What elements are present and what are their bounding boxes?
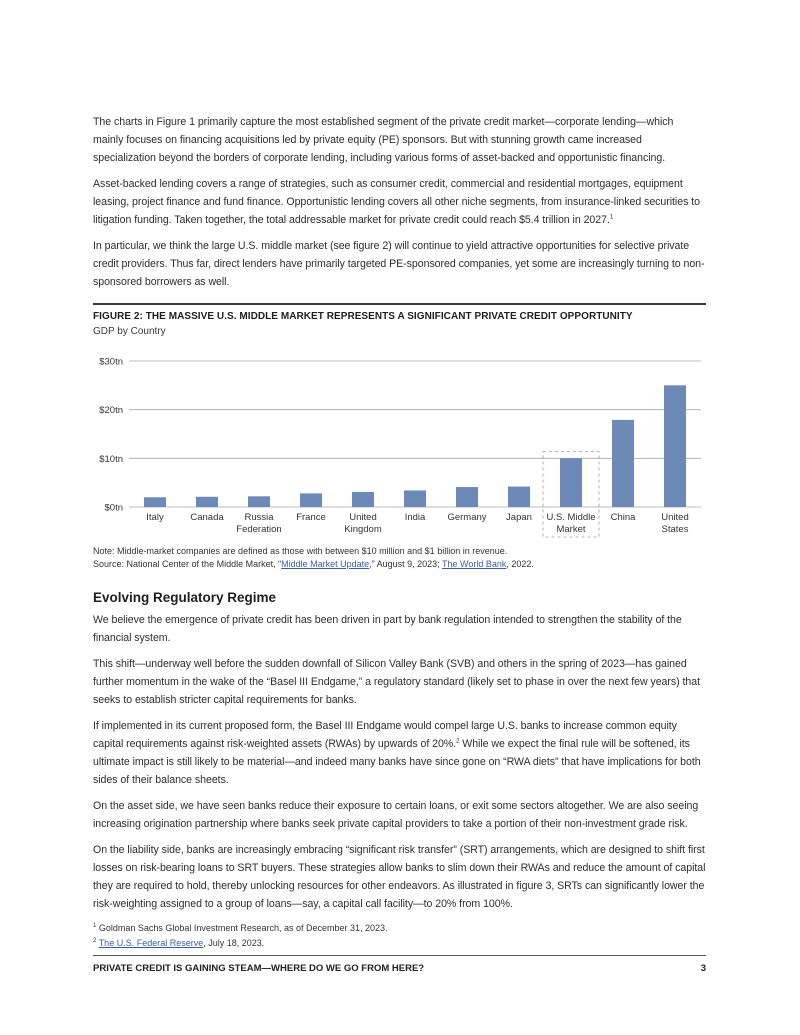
bar [144, 497, 166, 507]
bar [248, 496, 270, 507]
y-tick-label: $20tn [99, 405, 123, 417]
x-tick-label: United [661, 512, 689, 523]
x-tick-label: States [661, 524, 689, 535]
bar [352, 492, 374, 507]
figure-title: FIGURE 2: THE MASSIVE U.S. MIDDLE MARKET REPRESENTS A SIGNIFICANT PRIVATE CREDIT OPPORTUNITY [93, 311, 633, 322]
x-tick-label: Kingdom [344, 524, 382, 535]
x-tick-label: France [296, 512, 326, 523]
footnote-1: $^1$ Goldman Sachs Global Investment Research, as of December 31, 2023. [93, 923, 388, 933]
bar [664, 385, 686, 507]
section-paragraph-4: On the asset side, we have seen banks reduce their exposure to certain loans, or exit some sectors altogether. We are also seeing increasing origination partnership where banks seek private capital providers to take a portion of their non-investment grade risk. [93, 800, 699, 830]
bar [300, 493, 322, 507]
middle-market-update-link[interactable]: Middle Market Update [281, 558, 370, 569]
x-tick-label: United [349, 512, 377, 523]
figure-notes [93, 545, 534, 570]
y-tick-label: $0tn [104, 502, 123, 514]
footnote-ref-2[interactable]: 2 [456, 738, 460, 745]
intro-paragraph-2: Asset-backed lending covers a range of strategies, such as consumer credit, commercial and residential mortgages, equipment leasing, project finance and fund finance. Opportunistic lending covers all other niche segments, from insurance-linked securities to litigation funding. Taken together, the total addressable market for private credit could reach $5.4 trillion in 2027.$^1$ [93, 178, 700, 226]
x-tick-label: Federation [236, 524, 282, 535]
x-tick-label: U.S. Middle [546, 512, 596, 523]
bar [456, 487, 478, 507]
x-tick-label: Italy [146, 512, 164, 523]
x-tick-label: Germany [447, 512, 487, 523]
footer-rule [93, 955, 706, 956]
regulatory-section [93, 590, 706, 921]
section-paragraph-3: If implemented in its current proposed form, the Basel III Endgame would compel large U.S. banks to increase common equity capital requirements against risk-weighted assets (RWAs) by upwards of 20%.$^2$ While we expect the final rule will be softened, its ultimate impact is still likely to be material—and indeed many banks have since gone on “RWA diets” that have implications for both sides of their balance sheets. [93, 720, 701, 786]
footer-title: PRIVATE CREDIT IS GAINING STEAM—WHERE DO WE GO FROM HERE? [93, 963, 425, 974]
figure-note: Note: Middle-market companies are defined as those with between $10 million and $1 billion in revenue. [93, 546, 508, 556]
x-tick-label: Market [556, 524, 586, 535]
footnote-ref-1[interactable]: 1 [609, 214, 614, 221]
world-bank-link[interactable]: The World Bank [442, 558, 507, 569]
section-paragraph-2: This shift—underway well before the sudden downfall of Silicon Valley Bank (SVB) and others in the spring of 2023—has gained further momentum in the wake of the “Basel III Endgame,” a regulatory standard (likely set to phase in over the next few years) that seeks to establish stricter capital requirements for banks. [93, 658, 700, 706]
footnote-2: $^2$ The U.S. Federal Reserve, July 18, 2023. [93, 937, 265, 948]
figure-source: Source: National Center of the Middle Market, “Middle Market Update,” August 9, 2023; The World Bank, 2022. [93, 558, 534, 569]
intro-text [93, 113, 706, 299]
gdp-bar-chart [93, 350, 706, 542]
figure-subtitle: GDP by Country [93, 326, 166, 337]
x-tick-label: Canada [190, 512, 224, 523]
section-heading: Evolving Regulatory Regime [93, 590, 277, 605]
x-tick-label: India [404, 512, 426, 523]
y-tick-label: $10tn [99, 453, 123, 465]
intro-paragraph-3: In particular, we think the large U.S. middle market (see figure 2) will continue to yield attractive opportunities for selective private credit providers. Thus far, direct lenders have primarily targeted PE-sponsored companies, yet some are increasingly turning to non-sponsored borrowers as well. [93, 240, 705, 288]
bar [508, 487, 530, 507]
x-tick-label: Russia [244, 512, 274, 523]
section-paragraph-5: On the liability side, banks are increasingly embracing “significant risk transfer” (SRT) arrangements, which are designed to shift first losses on risk-bearing loans to SRT buyers. These strategies allow banks to slim down their RWAs and reduce the amount of capital they are required to hold, thereby unlocking resources for other endeavors. As illustrated in figure 3, SRTs can significantly lower the risk-weighting assigned to a group of loans—say, a capital call facility—to 20% from 100%. [93, 844, 706, 910]
intro-paragraph-1: The charts in Figure 1 primarily capture the most established segment of the private credit market—corporate lending—which mainly focuses on financing acquisitions led by private equity (PE) sponsors. But with stunning growth came increased specialization beyond the borders of corporate lending, including various forms of asset-backed and opportunistic financing. [93, 116, 674, 164]
section-paragraph-1: We believe the emergence of private credit has been driven in part by bank regulation intended to strengthen the stability of the financial system. [93, 614, 682, 644]
x-tick-label: China [610, 512, 636, 523]
bar [560, 458, 582, 507]
page-number: 3 [700, 963, 706, 974]
figure-top-rule [93, 303, 706, 305]
footnotes [93, 920, 388, 949]
bar [196, 497, 218, 507]
bar [612, 420, 634, 507]
y-tick-label: $30tn [99, 356, 123, 368]
federal-reserve-link[interactable]: The U.S. Federal Reserve [98, 937, 204, 948]
bar [404, 490, 426, 507]
x-tick-label: Japan [506, 512, 532, 523]
